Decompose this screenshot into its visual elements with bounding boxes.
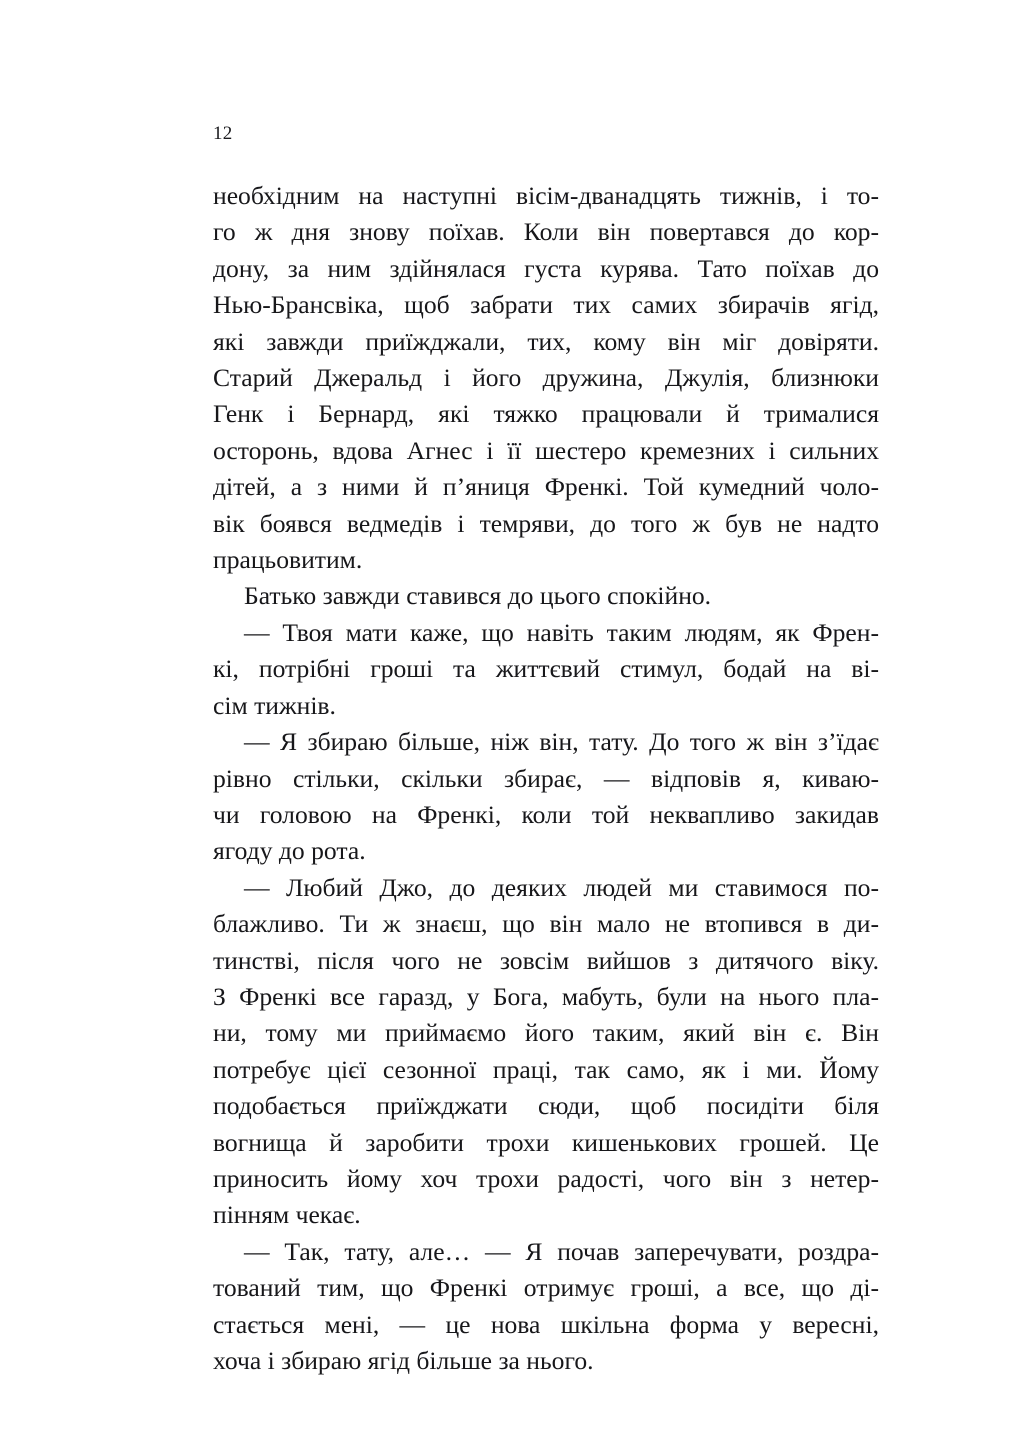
text-line: тинстві, після чого не зовсім вийшов з дитячого віку. [213, 945, 879, 975]
text-line: З Френкі все гаразд, у Бога, мабуть, були на нього пла- [213, 981, 879, 1011]
paragraph [213, 578, 879, 614]
text-line: кі, потрібні гроші та життєвий стимул, бодай на ві- [213, 654, 879, 684]
body-text-column [213, 178, 879, 1379]
text-line: ни, тому ми приймаємо його таким, який він є. Він [213, 1018, 879, 1048]
text-line: чи головою на Френкі, коли той неквапливо закидав [213, 799, 879, 829]
paragraph-dialogue [213, 724, 879, 870]
text-line: подобається приїжджати сюди, щоб посидіти біля [213, 1091, 879, 1121]
text-line: Генк і Бернард, які тяжко працювали й трималися [213, 399, 879, 429]
text-line: необхідним на наступні вісім-дванадцять тижнів, і то- [213, 181, 879, 210]
text-line: які завжди приїжджали, тих, кому він міг довіряти. [213, 326, 879, 356]
text-line: Нью-Брансвіка, щоб забрати тих самих збирачів ягід, [213, 290, 879, 320]
text-line: дітей, а з ними й п’яниця Френкі. Той кумедний чоло- [213, 472, 879, 502]
text-line: Батько завжди ставився до цього спокійно. [244, 581, 712, 611]
text-line: — Так, тату, але… — Я почав заперечувати, роздра- [244, 1236, 879, 1266]
text-line: вік боявся ведмедів і темряви, до того ж був не надто [213, 508, 879, 538]
text-line: Старий Джеральд і його дружина, Джулія, близнюки [213, 363, 879, 393]
text-line: — Твоя мати каже, що навіть таким людям, як Френ- [244, 617, 879, 647]
text-line: стається мені, — це нова шкільна форма у вересні, [213, 1309, 879, 1339]
paragraph-dialogue [213, 870, 879, 1234]
text-line: пінням чекає. [213, 1200, 361, 1230]
text-line: тований тим, що Френкі отримує гроші, а все, що ді- [213, 1273, 879, 1303]
paragraph [213, 178, 879, 578]
text-line: вогнища й заробити трохи кишенькових грошей. Це [213, 1127, 879, 1157]
text-line: працьовитим. [213, 545, 363, 575]
paragraph-dialogue [213, 1234, 879, 1380]
text-line: хоча і збираю ягід більше за нього. [213, 1346, 594, 1375]
text-line: ягоду до рота. [213, 836, 366, 866]
paragraph-dialogue [213, 615, 879, 724]
text-line: блажливо. Ти ж знаєш, що він мало не втопився в ди- [213, 909, 879, 939]
text-line: — Я збираю більше, ніж він, тату. До того ж він з’їдає [244, 727, 879, 757]
text-line: приносить йому хоч трохи радості, чого він з нетер- [213, 1163, 879, 1193]
page-number: 12 [213, 123, 233, 144]
text-line: сім тижнів. [213, 690, 336, 720]
text-line: дону, за ним здійнялася густа курява. Тато поїхав до [213, 253, 879, 283]
text-line: осторонь, вдова Агнес і її шестеро кремезних і сильних [213, 435, 879, 465]
text-line: — Любий Джо, до деяких людей ми ставимося по- [244, 872, 879, 902]
text-line: потребує цієї сезонної праці, так само, як і ми. Йому [213, 1054, 879, 1084]
text-line: рівно стільки, скільки збирає, — відповів я, киваю- [213, 763, 879, 793]
text-line: го ж дня знову поїхав. Коли він повертався до кор- [213, 217, 879, 247]
